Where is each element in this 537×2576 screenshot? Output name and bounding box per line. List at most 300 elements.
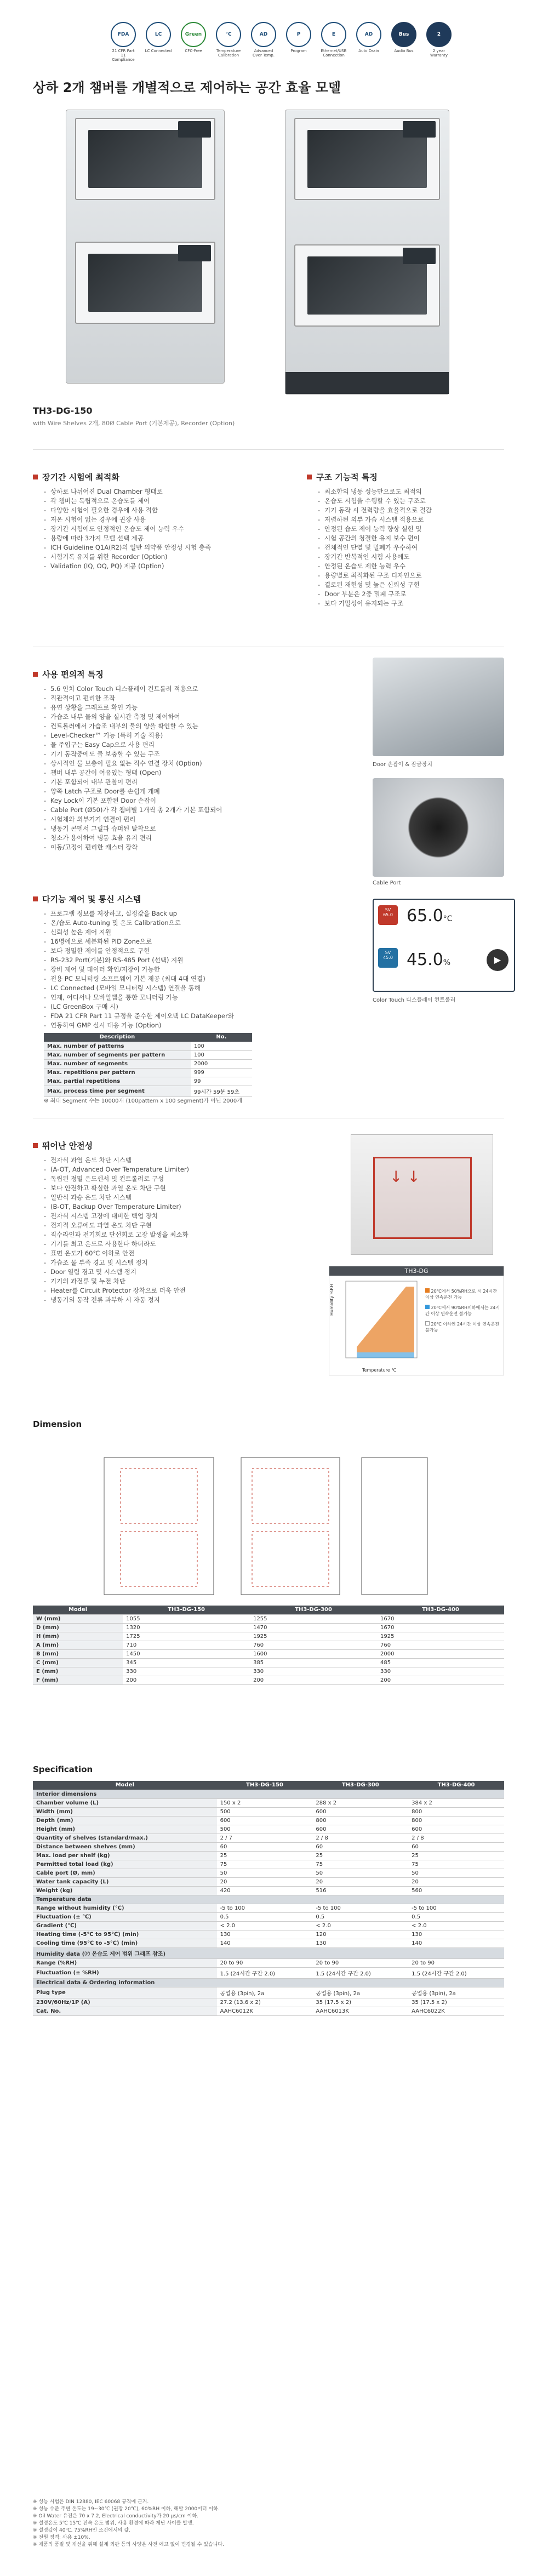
- table-row: [44, 1059, 252, 1068]
- table-cell: -5 to 100: [217, 1904, 313, 1912]
- advanced-drop-icon: [250, 22, 277, 66]
- table-cell: 1670: [377, 1614, 504, 1623]
- badge-label: Auto Drain: [358, 49, 379, 53]
- list-item: - 기본 포함되어 내부 관찰이 편리: [44, 778, 318, 787]
- table-cell: Interior dimensions: [33, 1790, 504, 1798]
- list-item: - 냉동기 콘덴서 그릴과 슈퍼된 탈착으로: [44, 824, 318, 833]
- note-line: ※ 전원 정격: 사용 ±10%.: [33, 2535, 90, 2540]
- badge-icon: °C: [216, 22, 241, 47]
- table-cell: 500: [217, 1807, 313, 1816]
- list-item: - Door 부분은 2중 밀폐 구조로: [318, 590, 515, 599]
- list-item: - 신뢰성 높은 제어 지원: [44, 928, 340, 937]
- display-caption: Color Touch 디스플레이 컨트롤러: [373, 997, 456, 1003]
- table-cell: 200: [250, 1676, 377, 1684]
- table-cell: 600: [312, 1825, 408, 1834]
- table-row: [44, 1042, 252, 1050]
- list-item: - 기기 동작중에도 물 보충할 수 있는 구조: [44, 750, 318, 759]
- table-cell: 100: [191, 1050, 252, 1059]
- list-item: - 유연 상황을 그래프로 확인 가능: [44, 703, 318, 712]
- list-item: - 5.6 인치 Color Touch 디스플레이 컨트롤러 적용으로: [44, 684, 318, 694]
- table-cell: < 2.0: [312, 1921, 408, 1930]
- table-cell: 130: [408, 1930, 504, 1939]
- table-cell: 1.5 (24시간 구간 2.0): [408, 1967, 504, 1978]
- table-cell: Plug type: [33, 1987, 217, 1998]
- feature-list: [44, 1156, 285, 1305]
- ethernet-icon: [320, 22, 347, 66]
- table-cell: C (mm): [33, 1658, 123, 1667]
- table-cell: 공업용 (3pin), 2a: [217, 1987, 313, 1998]
- feature-list: [44, 684, 318, 852]
- table-header-cell: TH3-DG-150: [217, 1781, 313, 1790]
- badge-icon: AD: [356, 22, 381, 47]
- table-cell: 710: [123, 1641, 250, 1649]
- list-item: - 장비 제어 및 데이터 확인/저장이 가능한: [44, 965, 340, 974]
- table-cell: < 2.0: [408, 1921, 504, 1930]
- list-item: - Heater를 Circuit Protector 장착으로 더욱 안전: [44, 1286, 285, 1295]
- table-cell: 800: [312, 1816, 408, 1825]
- table-row: [33, 1614, 504, 1623]
- table-cell: 384 x 2: [408, 1798, 504, 1807]
- table-row: [33, 1825, 504, 1834]
- badge-label: Advanced Over Temp.: [253, 49, 275, 58]
- list-item: - 기기를 최고 온도로 사용한다 하더라도: [44, 1240, 285, 1249]
- table-row: [33, 1798, 504, 1807]
- table-row: [33, 2007, 504, 2015]
- table-cell: 2 / 8: [312, 1834, 408, 1842]
- table-cell: 25: [408, 1851, 504, 1860]
- list-item: - 다양한 시험이 필요한 경우에 사용 적합: [44, 506, 252, 515]
- table-cell: 330: [250, 1667, 377, 1676]
- table-cell: B (mm): [33, 1649, 123, 1658]
- table-cell: Temperature data: [33, 1895, 504, 1904]
- table-cell: AAHC6013K: [312, 2007, 408, 2015]
- chamber-image-white: [66, 110, 225, 384]
- feature-list: [318, 487, 515, 608]
- table-cell: 공업용 (3pin), 2a: [408, 1987, 504, 1998]
- hum-sv-box: SV 45.0: [378, 948, 398, 968]
- table-cell: 1.5 (24시간 구간 2.0): [217, 1967, 313, 1978]
- table-cell: Electrical data & Ordering information: [33, 1978, 504, 1987]
- table-cell: Humidity data (Ⓕ 온습도 제어 범위 그래프 참조): [33, 1947, 504, 1958]
- list-item: - 기기의 과전류 및 누전 차단: [44, 1277, 285, 1286]
- table-cell: 800: [408, 1807, 504, 1816]
- upper-control-panel: [403, 121, 436, 138]
- table-row: [33, 1816, 504, 1825]
- section-safety: [33, 1140, 285, 1305]
- table-cell: W (mm): [33, 1614, 123, 1623]
- table-cell: AAHC6012K: [217, 2007, 313, 2015]
- list-item: - 컨트롤러에서 가습조 내부의 물의 양을 확인할 수 있는: [44, 722, 318, 731]
- table-cell: Cable port (Ø, mm): [33, 1869, 217, 1877]
- chart-ylabel: Humidity %RH: [329, 1284, 334, 1316]
- list-item: - 온/습도 Auto-tuning 및 온도 Calibration으로: [44, 918, 340, 928]
- table-cell: 330: [377, 1667, 504, 1676]
- table-cell: Chamber volume (L): [33, 1798, 217, 1807]
- fda-icon: [110, 22, 137, 66]
- section-structure: [307, 471, 515, 608]
- table-cell: 60: [217, 1842, 313, 1851]
- note-line: ※ 성능 수준 주변 온도는 19~30℃ (권장 20℃), 60%RH 이하, 해발 2000미터 이하.: [33, 2506, 220, 2512]
- table-cell: 27.2 (13.6 x 2): [217, 1998, 313, 2007]
- lc-connected-icon: [145, 22, 172, 66]
- table-cell: 2000: [191, 1059, 252, 1068]
- table-cell: 120: [312, 1930, 408, 1939]
- table-cell: 50: [408, 1869, 504, 1877]
- table-cell: 200: [377, 1676, 504, 1684]
- badge-icon: 2: [426, 22, 452, 47]
- table-cell: 1255: [250, 1614, 377, 1623]
- list-item: - 보다 기밀성이 유지되는 구조: [318, 599, 515, 608]
- table-cell: Distance between shelves (mm): [33, 1842, 217, 1851]
- table-cell: 485: [377, 1658, 504, 1667]
- table-cell: 1600: [250, 1649, 377, 1658]
- badge-label: Audio Bus: [394, 49, 414, 53]
- table-cell: Max. process time per segment: [44, 1086, 191, 1096]
- list-item: - 언제, 어디서나 모바일앱을 통한 모니터링 가능: [44, 993, 340, 1002]
- list-item: - 프로그램 정보를 저장하고, 실정값을 Back up: [44, 909, 340, 918]
- table-cell: 130: [217, 1930, 313, 1939]
- page-title: 상하 2개 챔버를 개별적으로 제어하는 공간 효율 모델: [33, 80, 341, 95]
- table-cell: Fluctuation (± ℃): [33, 1912, 217, 1921]
- table-cell: 1320: [123, 1623, 250, 1632]
- table-cell: Height (mm): [33, 1825, 217, 1834]
- table-cell: 75: [312, 1860, 408, 1869]
- table-cell: 20: [408, 1877, 504, 1886]
- dimension-table: [33, 1606, 504, 1685]
- table-cell: Range (%RH): [33, 1958, 217, 1967]
- list-item: - 냉동기의 동작 전류 과부하 시 자동 정지: [44, 1295, 285, 1305]
- table-header-row: [33, 1606, 504, 1614]
- list-item: - 가습조 물 부족 경고 및 시스템 정지: [44, 1258, 285, 1267]
- table-cell: Max. number of patterns: [44, 1042, 191, 1050]
- table-row: [44, 1086, 252, 1096]
- table-cell: Max. load per shelf (kg): [33, 1851, 217, 1860]
- table-cell: 2000: [377, 1649, 504, 1658]
- program-table-note: ※ 최대 Segment 수는 10000개 (100pattern x 100 segment)가 아닌 2000개: [44, 1098, 242, 1104]
- dimension-drawing: [99, 1447, 438, 1600]
- table-cell: Max. repetitions per pattern: [44, 1068, 191, 1077]
- ad-icon: [355, 22, 382, 66]
- table-cell: H (mm): [33, 1632, 123, 1641]
- table-cell: 1725: [123, 1632, 250, 1641]
- section-long-term: [33, 471, 252, 571]
- list-item: - Cable Port (Ø50)가 각 챔버별 1개씩 총 2개가 기본 포함되어: [44, 806, 318, 815]
- table-cell: AAHC6022K: [408, 2007, 504, 2015]
- list-item: - 이동/고정이 편리한 캐스터 장착: [44, 843, 318, 852]
- list-item: - 시험기록 유지를 위한 Recorder (Option): [44, 552, 252, 562]
- table-cell: 150 x 2: [217, 1798, 313, 1807]
- table-cell: 20: [217, 1877, 313, 1886]
- program-icon: [285, 22, 312, 66]
- table-cell: 1670: [377, 1623, 504, 1632]
- table-cell: -5 to 100: [312, 1904, 408, 1912]
- table-row: [44, 1068, 252, 1077]
- table-cell: 1925: [377, 1632, 504, 1641]
- table-cell: 2 / 8: [408, 1834, 504, 1842]
- cable-port-caption: Cable Port: [373, 880, 401, 886]
- lower-control-panel: [403, 248, 436, 264]
- humidity-range-chart: [329, 1266, 504, 1375]
- model-subtitle: with Wire Shelves 2개, 80Ø Cable Port (기본제공), Recorder (Option): [33, 420, 235, 427]
- chart-title: TH3-DG: [329, 1266, 504, 1276]
- table-cell: Range without humidity (℃): [33, 1904, 217, 1912]
- table-header-cell: TH3-DG-400: [377, 1606, 504, 1614]
- list-item: - 장기간 반복적인 시험 사용에도: [318, 552, 515, 562]
- list-item: - 저온 시험이 없는 경우에 권장 사용: [44, 515, 252, 524]
- table-cell: Width (mm): [33, 1807, 217, 1816]
- table-cell: 800: [408, 1816, 504, 1825]
- table-cell: < 2.0: [217, 1921, 313, 1930]
- table-cell: 99: [191, 1077, 252, 1086]
- table-cell: 0.5: [312, 1912, 408, 1921]
- table-cell: Permitted total load (kg): [33, 1860, 217, 1869]
- table-row: [33, 1658, 504, 1667]
- section-title: 다기능 제어 및 통신 시스템: [33, 893, 340, 905]
- table-row: [33, 1869, 504, 1877]
- table-cell: 0.5: [217, 1912, 313, 1921]
- table-cell: Quantity of shelves (standard/max.): [33, 1834, 217, 1842]
- badge-label: LC Connected: [145, 49, 172, 53]
- section-usability: [33, 669, 318, 852]
- note-line: ※ 설정온도 5℃ 15℃ 전속 온도 범위, 사용 환경에 따라 제난 사이클 발생.: [33, 2521, 194, 2526]
- table-cell: 1055: [123, 1614, 250, 1623]
- table-row: [33, 1886, 504, 1895]
- note-line: ※ 제품의 품질 및 개선을 위해 설계 외관 등의 사양은 사전 예고 없이 변경될 수 있습니다.: [33, 2542, 224, 2548]
- table-cell: 2 / 7: [217, 1834, 313, 1842]
- table-cell: 99시간 59분 59초: [191, 1086, 252, 1096]
- table-row: [33, 1842, 504, 1851]
- table-cell: 20 to 90: [408, 1958, 504, 1967]
- table-row: [33, 1641, 504, 1649]
- badge-label: Temperature Calibration: [216, 49, 241, 58]
- list-item: - 기기 동작 시 전력량을 효율적으로 절감: [318, 506, 515, 515]
- list-item: - 상하로 나뉘어진 Dual Chamber 형태로: [44, 487, 252, 496]
- table-cell: 516: [312, 1886, 408, 1895]
- chart-legend: 20℃에서 50%RH으로 시 24시간 이상 연속운전 가능 20℃에서 90%RH이하에서는 24시간 이상 연속운전 불가능 20℃ 이하인 24시간 이상 연속운전 불가능: [425, 1289, 500, 1333]
- dimension-title: Dimension: [33, 1419, 82, 1429]
- table-row: [33, 1958, 504, 1967]
- table-cell: 60: [312, 1842, 408, 1851]
- list-item: - LC Connected (모바일 모니터링 시스템) 연결을 통해: [44, 984, 340, 993]
- door-handle-caption: Door 손잡이 & 잠금장치: [373, 762, 433, 768]
- green-icon: [180, 22, 207, 66]
- table-header-cell: Description: [44, 1033, 191, 1042]
- list-item: - 저렴하된 외부 가습 시스템 적용으로: [318, 515, 515, 524]
- table-cell: 130: [312, 1939, 408, 1947]
- list-item: - Level-Checker™ 기능 (특허 기술 적용): [44, 731, 318, 740]
- table-cell: 1.5 (24시간 구간 2.0): [312, 1967, 408, 1978]
- list-item: - 최소한의 냉동 성능만으로도 최적의: [318, 487, 515, 496]
- list-item: - 표면 온도가 60℃ 이하로 안전: [44, 1249, 285, 1258]
- table-row: [33, 1807, 504, 1816]
- table-cell: 50: [312, 1869, 408, 1877]
- table-cell: Cooling time (95℃ to -5℃) (min): [33, 1939, 217, 1947]
- list-item: - ICH Guideline Q1A(R2)의 일반 의약품 안정성 시험 충족: [44, 543, 252, 552]
- list-item: - Key Lock이 기본 포함된 Door 손잡이: [44, 796, 318, 806]
- list-item: - 안정된 습도 제어 능력 향상 실현 및: [318, 524, 515, 534]
- chamber-outline: [373, 1157, 472, 1239]
- spec-notes: [33, 2499, 504, 2549]
- table-header-cell: TH3-DG-400: [408, 1781, 504, 1790]
- badge-icon: AD: [251, 22, 276, 47]
- table-group-row: [33, 1947, 504, 1958]
- model-name: TH3-DG-150: [33, 405, 93, 416]
- list-item: - 독립된 정밀 온도센서 및 컨트롤러로 구성: [44, 1174, 285, 1184]
- table-cell: 1450: [123, 1649, 250, 1658]
- table-row: [33, 1649, 504, 1658]
- list-item: - 시험체와 외부기기 연결이 편리: [44, 815, 318, 824]
- list-item: - 직수라인과 전기회로 단선회로 고장 발생을 최소화: [44, 1230, 285, 1240]
- table-cell: E (mm): [33, 1667, 123, 1676]
- list-item: - 결로된 재현성 및 높은 신뢰성 구현: [318, 580, 515, 590]
- badge-label: Program: [290, 49, 307, 53]
- table-cell: 600: [408, 1825, 504, 1834]
- section-title: 뛰어난 안전성: [33, 1140, 285, 1151]
- table-header-cell: TH3-DG-150: [123, 1606, 250, 1614]
- list-item: - 장기간 시험에도 안정적인 온습도 제어 능력 우수: [44, 524, 252, 534]
- list-item: - 보다 정밀한 제어를 안정적으로 구현: [44, 946, 340, 956]
- list-item: - 일반식 과승 온도 차단 시스템: [44, 1193, 285, 1202]
- spec-title: Specification: [33, 1764, 93, 1774]
- badge-label: Ethernet/USB Connection: [321, 49, 347, 58]
- table-cell: 200: [123, 1676, 250, 1684]
- table-cell: 0.5: [408, 1912, 504, 1921]
- table-cell: Cat. No.: [33, 2007, 217, 2015]
- thermometer-icon: [215, 22, 242, 66]
- list-item: - 가습조 내부 물의 양을 실시간 측정 및 제어하여: [44, 712, 318, 722]
- list-item: - 양쪽 Latch 구조로 Door를 손쉽게 개폐: [44, 787, 318, 796]
- table-row: [33, 1877, 504, 1886]
- list-item: - 온습도 시험을 수행할 수 있는 구조로: [318, 496, 515, 506]
- table-cell: 230V/60Hz/1P (A): [33, 1998, 217, 2007]
- badge-icon: Bus: [391, 22, 416, 47]
- list-item: - (LC GreenBox 구매 시): [44, 1002, 340, 1012]
- table-cell: Max. number of segments per pattern: [44, 1050, 191, 1059]
- table-cell: 760: [377, 1641, 504, 1649]
- table-cell: 20: [312, 1877, 408, 1886]
- play-icon[interactable]: ▶: [487, 949, 509, 971]
- table-row: [33, 1676, 504, 1684]
- area-limited: [357, 1352, 414, 1358]
- table-cell: D (mm): [33, 1623, 123, 1632]
- table-cell: 1470: [250, 1623, 377, 1632]
- table-row: [33, 1667, 504, 1676]
- table-header-row: [44, 1033, 252, 1042]
- table-cell: 345: [123, 1658, 250, 1667]
- list-item: - 전자적 오류에도 과열 온도 차단 구현: [44, 1221, 285, 1230]
- table-cell: 330: [123, 1667, 250, 1676]
- list-item: - 연동하여 GMP 실시 대응 가능 (Option): [44, 1021, 340, 1030]
- table-row: [33, 1967, 504, 1978]
- section-control: [33, 893, 340, 1030]
- list-item: - 16명에으로 세분화된 PID Zone으로: [44, 937, 340, 946]
- table-header-cell: Model: [33, 1781, 217, 1790]
- table-cell: 50: [217, 1869, 313, 1877]
- warranty-icon: [425, 22, 453, 66]
- table-cell: 385: [250, 1658, 377, 1667]
- table-row: [44, 1050, 252, 1059]
- list-item: - FDA 21 CFR Part 11 규정을 준수한 제이오텍 LC DataKeeper와: [44, 1012, 340, 1021]
- table-row: [33, 1860, 504, 1869]
- list-item: - 전자식 과열 온도 차단 시스템: [44, 1156, 285, 1165]
- table-cell: 75: [408, 1860, 504, 1869]
- list-item: - 전자식 시스템 고장에 대비한 백업 장치: [44, 1212, 285, 1221]
- table-cell: 20 to 90: [217, 1958, 313, 1967]
- table-cell: 100: [191, 1042, 252, 1050]
- table-cell: Water tank capacity (L): [33, 1877, 217, 1886]
- table-row: [33, 1834, 504, 1842]
- list-item: - 전체적인 단열 및 밀폐가 우수하여: [318, 543, 515, 552]
- table-row: [33, 1998, 504, 2007]
- table-cell: 25: [312, 1851, 408, 1860]
- badge-icon: E: [321, 22, 346, 47]
- badge-label: 2 year Warranty: [430, 49, 448, 58]
- table-group-row: [33, 1895, 504, 1904]
- program-table: [44, 1033, 252, 1097]
- hum-pv-value: 45.0%: [407, 950, 451, 969]
- table-row: [33, 1623, 504, 1632]
- table-group-row: [33, 1790, 504, 1798]
- temp-sv-box: SV 65.0: [378, 905, 398, 925]
- table-cell: 공업용 (3pin), 2a: [312, 1987, 408, 1998]
- safety-diagram: [351, 1134, 493, 1255]
- door-handle-photo: [373, 658, 504, 756]
- list-item: - (B-OT, Backup Over Temperature Limiter): [44, 1202, 285, 1212]
- table-cell: 75: [217, 1860, 313, 1869]
- note-line: ※ Oil Water 유전은 70 x 7.2, Electrical conductivity가 20 μs/cm 이하.: [33, 2514, 198, 2519]
- table-header-row: [33, 1781, 504, 1790]
- badge-label: CFC-Free: [185, 49, 202, 53]
- table-cell: Max. number of segments: [44, 1059, 191, 1068]
- upper-control-panel: [178, 121, 211, 138]
- table-row: [33, 1939, 504, 1947]
- table-cell: -5 to 100: [408, 1904, 504, 1912]
- table-cell: 500: [217, 1825, 313, 1834]
- table-cell: Heating time (-5℃ to 95℃) (min): [33, 1930, 217, 1939]
- table-cell: 1925: [250, 1632, 377, 1641]
- list-item: - RS-232 Port(기본)와 RS-485 Port (선택) 지원: [44, 956, 340, 965]
- dimension-svg: [99, 1447, 438, 1600]
- table-header-cell: No.: [191, 1033, 252, 1042]
- table-row: [33, 1921, 504, 1930]
- chart-xlabel: Temperature ℃: [362, 1368, 397, 1373]
- badge-icon: P: [286, 22, 311, 47]
- color-touch-display: [373, 899, 515, 992]
- table-cell: 60: [408, 1842, 504, 1851]
- temp-pv-value: 65.0°C: [407, 906, 453, 926]
- badge-icon: LC: [146, 22, 171, 47]
- table-cell: 760: [250, 1641, 377, 1649]
- feature-list: [44, 909, 340, 1030]
- divider: [33, 449, 504, 450]
- feature-list: [44, 487, 252, 571]
- table-cell: 420: [217, 1886, 313, 1895]
- spec-table: [33, 1781, 504, 2016]
- table-cell: 600: [312, 1807, 408, 1816]
- badge-label: 21 CFR Part 11 Compliance: [112, 49, 135, 62]
- heat-arrow-icon: ↓ ↓: [390, 1168, 420, 1186]
- bus-icon: [390, 22, 418, 66]
- table-cell: 35 (17.5 x 2): [312, 1998, 408, 2007]
- table-cell: Max. partial repetitions: [44, 1077, 191, 1086]
- table-row: [33, 1632, 504, 1641]
- list-item: - 청소가 용이하여 냉동 효율 유지 편리: [44, 833, 318, 843]
- note-line: ※ 설정값이 40℃, 75%RH인 조건에서의 값.: [33, 2528, 130, 2533]
- table-row: [33, 1930, 504, 1939]
- certification-badges: [110, 22, 537, 66]
- badge-icon: Green: [181, 22, 206, 47]
- table-cell: 600: [217, 1816, 313, 1825]
